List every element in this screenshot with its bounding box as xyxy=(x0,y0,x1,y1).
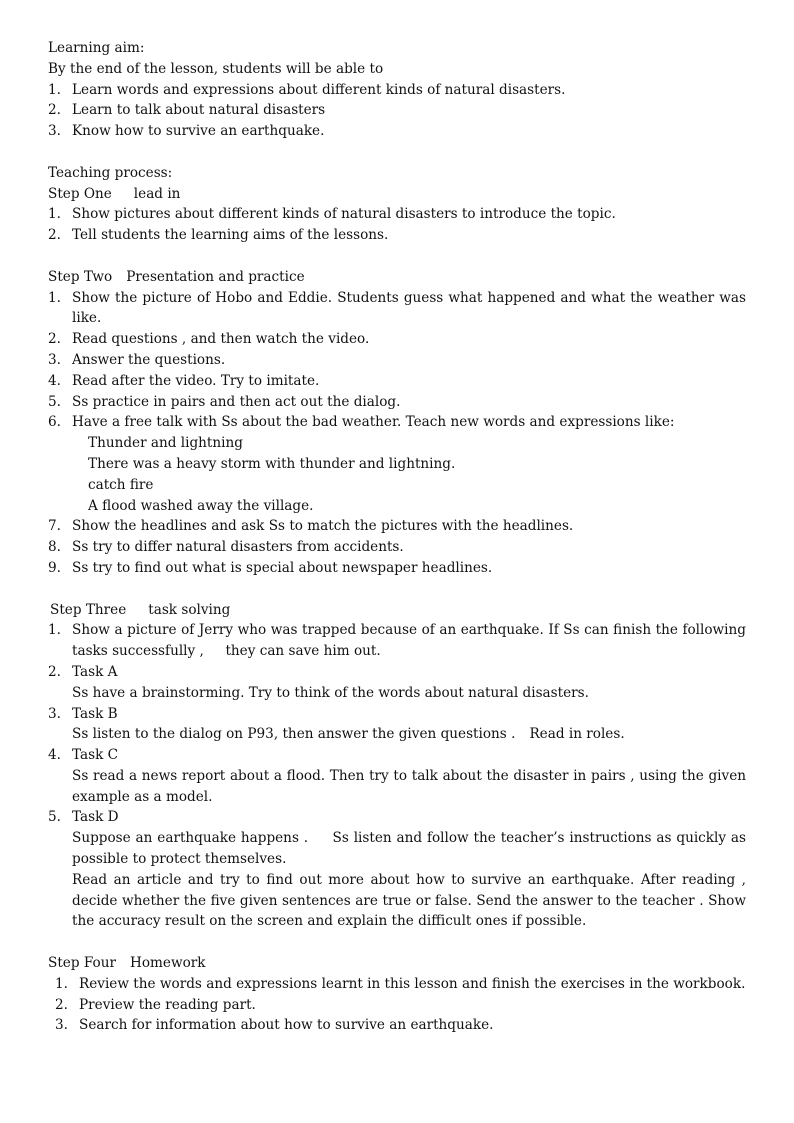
task-c-text: Ss read a news report about a flood. Then try to talk about the disaster in pairs , using the given example as a model. xyxy=(72,767,746,805)
learning-aim-intro: By the end of the lesson, students will be able to xyxy=(48,60,384,77)
item1-end: they can save him out. xyxy=(203,643,381,660)
list-item: 3. Task B xyxy=(48,705,118,722)
teaching-process-heading: Teaching process: xyxy=(48,164,173,181)
list-item: 1. Review the words and expressions learnt in this lesson and finish the exercises in the workbook. xyxy=(55,975,746,992)
list-item: 4. Read after the video. Try to imitate. xyxy=(48,372,320,389)
list-item: 1. Learn words and expressions about different kinds of natural disasters. xyxy=(48,81,566,98)
task-d-text: Suppose an earthquake happens . Ss listen and follow the teacher’s instructions as quickly as possible to protect themselves. xyxy=(72,830,747,868)
step-three-heading: Step Three task solving xyxy=(50,601,231,618)
list-item: 2. Learn to talk about natural disasters xyxy=(48,102,326,119)
list-item: 1. Show the picture of Hobo and Eddie. Students guess what happened and what the weather was like. xyxy=(48,289,746,327)
list-item: 2. Read questions , and then watch the video. xyxy=(48,331,370,348)
list-item: 9. Ss try to find out what is special about newspaper headlines. xyxy=(48,559,493,576)
example-line: catch fire xyxy=(88,476,154,493)
list-item: 7. Show the headlines and ask Ss to match the pictures with the headlines. xyxy=(48,518,574,535)
list-item: 5. Task D xyxy=(48,809,119,826)
list-item: 1. Show pictures about different kinds of natural disasters to introduce the topic. xyxy=(48,206,616,223)
list-item: 5. Ss practice in pairs and then act out the dialog. xyxy=(48,393,401,410)
list-item: 3. Search for information about how to survive an earthquake. xyxy=(55,1017,494,1034)
step-four-heading: Step Four Homework xyxy=(48,955,206,972)
list-item: 2. Task A xyxy=(48,663,118,680)
list-item: 1. Show a picture of Jerry who was trapped because of an earthquake. If Ss can finish the following tasks successfully , they can save him out. xyxy=(48,622,746,660)
example-line: A flood washed away the village. xyxy=(88,497,314,514)
learning-aim-heading: Learning aim: xyxy=(48,40,145,56)
list-item: 3. Answer the questions. xyxy=(48,351,226,368)
example-line: Thunder and lightning xyxy=(88,435,243,452)
step-one-heading: Step One lead in xyxy=(48,185,181,202)
list-item: 8. Ss try to differ natural disasters from accidents. xyxy=(48,539,404,556)
list-item: 2. Tell students the learning aims of the lessons. xyxy=(48,227,389,244)
task-d-text-2: Read an article and try to find out more about how to survive an earthquake. After reading , decide whether the five given sentences are true or false. Send the answer to the teacher . Show the accuracy result on the screen and explain the difficult ones if possible. xyxy=(72,871,746,930)
list-item: 4. Task C xyxy=(48,747,119,764)
document-page xyxy=(48,38,746,1036)
task-b-text: Ss listen to the dialog on P93, then answer the given questions . Read in roles. xyxy=(72,726,625,743)
list-item: 2. Preview the reading part. xyxy=(55,996,256,1013)
list-item: 3. Know how to survive an earthquake. xyxy=(48,123,325,140)
list-item: 6. Have a free talk with Ss about the bad weather. Teach new words and expressions like: xyxy=(48,414,675,431)
example-line: There was a heavy storm with thunder and lightning. xyxy=(88,455,456,472)
task-a-text: Ss have a brainstorming. Try to think of the words about natural disasters. xyxy=(72,684,589,701)
step-two-heading: Step Two Presentation and practice xyxy=(48,268,305,285)
